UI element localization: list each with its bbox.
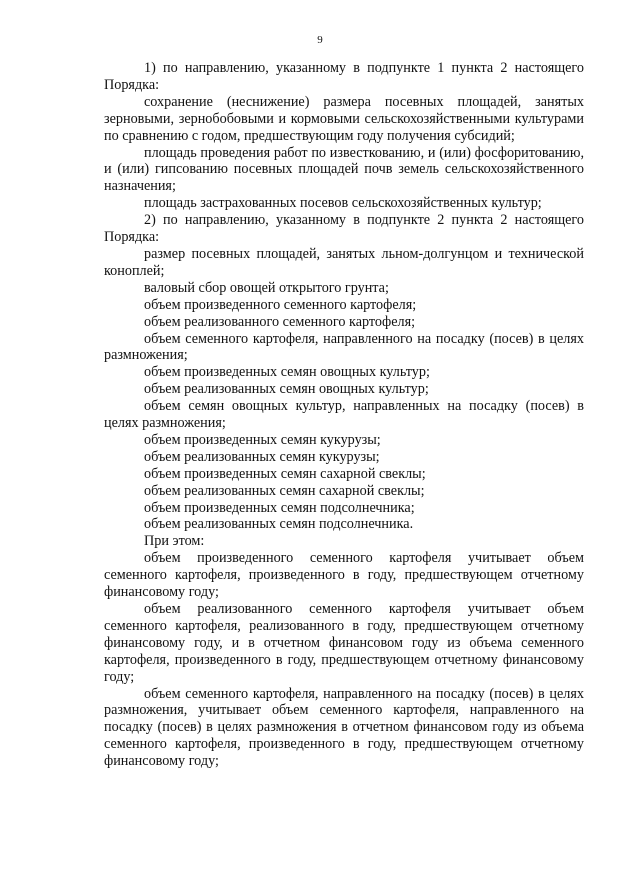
paragraph-7: валовый сбор овощей открытого грунта; [144, 279, 389, 296]
paragraph-22: объем реализованного семенного картофеля учитывает объем семенного картофеля, реализованного в году, предшествующем отчетному финансовому году, и в отчетном финансовом году из объема семенного картофеля, произведенного в году, предшествующем отчетному финансовому году; [104, 601, 584, 685]
page-number: 9 [317, 34, 323, 46]
document-body [104, 60, 584, 770]
paragraph-5: 2) по направлению, указанному в подпункте 2 пункта 2 настоящего Порядка: [104, 212, 584, 246]
paragraph-15: объем реализованных семян кукурузы; [144, 448, 380, 465]
paragraph-13: объем семян овощных культур, направленных на посадку (посев) в целях размножения; [104, 398, 584, 432]
paragraph-21: объем произведенного семенного картофеля учитывает объем семенного картофеля, произведенного в году, предшествующем отчетному финансовому году; [104, 550, 584, 601]
paragraph-1: 1) по направлению, указанному в подпункте 1 пункта 2 настоящего Порядка: [104, 60, 584, 93]
paragraph-16: объем произведенных семян сахарной свеклы; [144, 465, 426, 482]
paragraph-12: объем реализованных семян овощных культур; [144, 381, 429, 398]
paragraph-11: объем произведенных семян овощных культур; [144, 364, 430, 381]
paragraph-10: объем семенного картофеля, направленного на посадку (посев) в целях размножения; [104, 330, 584, 364]
paragraph-17: объем реализованных семян сахарной свеклы; [144, 482, 425, 499]
paragraph-8: объем произведенного семенного картофеля; [144, 296, 417, 313]
paragraph-3: площадь проведения работ по известкованию, и (или) фосфоритованию, и (или) гипсованию посевных площадей почв земель сельскохозяйственного назначения; [104, 144, 584, 195]
paragraph-4: площадь застрахованных посевов сельскохозяйственных культур; [144, 195, 542, 212]
paragraph-23: объем семенного картофеля, направленного на посадку (посев) в целях размножения, учитывает объем семенного картофеля, направленного на посадку (посев) в целях размножения в отчетном финансовом году из объема семенного картофеля, произведенного в году, предшествующем отчетному финансовому году; [104, 685, 584, 770]
paragraph-20: При этом: [144, 533, 205, 550]
paragraph-6: размер посевных площадей, занятых льном-долгунцом и технической коноплей; [104, 245, 584, 279]
paragraph-14: объем произведенных семян кукурузы; [144, 431, 381, 448]
paragraph-2: сохранение (неснижение) размера посевных площадей, занятых зерновыми, зернобобовыми и кормовыми сельскохозяйственными культурами по сравнению с годом, предшествующим году получения субсидий; [104, 93, 584, 144]
paragraph-18: объем произведенных семян подсолнечника; [144, 499, 415, 516]
paragraph-19: объем реализованных семян подсолнечника. [144, 516, 414, 533]
paragraph-9: объем реализованного семенного картофеля; [144, 313, 416, 330]
